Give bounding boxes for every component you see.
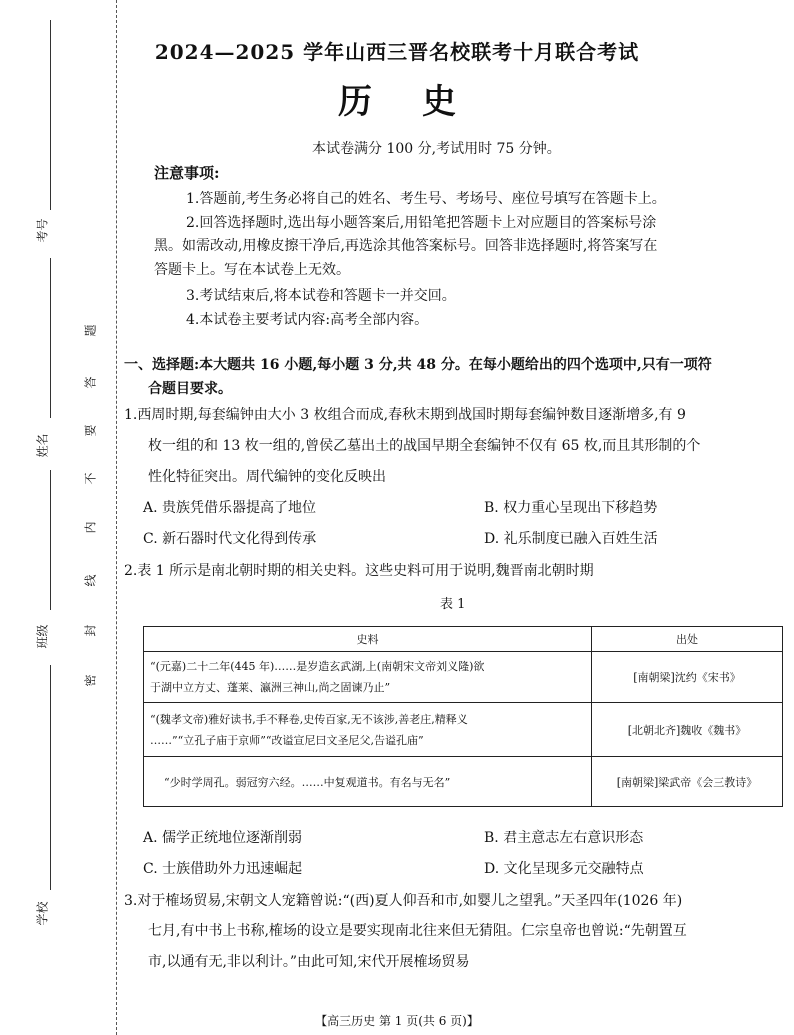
table-cell-source: [北朝北齐]魏收《魏书》 [592,703,783,757]
table-cell-source: [南朝梁]沈约《宋书》 [592,652,783,703]
table-cell-text [144,703,592,757]
table-cell-text [144,652,592,703]
table-header-row [144,627,783,652]
seal-char: 封 [83,624,98,637]
question-3-stem: 七月,有中书上书称,榷场的设立是要实现南北往来但无猜阻。仁宗皇帝也曾说:“先朝置互 [148,923,687,939]
seal-dashed-line [116,0,117,1035]
field-name-label: 姓名 [35,433,50,458]
table-row [144,703,783,757]
notes-line: 3.考试结束后,将本试卷和答题卡一并交回。 [186,288,456,304]
seal-char: 密 [83,674,98,687]
table-text-line: “(魏孝文帝)雅好读书,手不释卷,史传百家,无不该涉,善老庄,精释义 [150,712,468,726]
notes-heading: 注意事项: [154,164,220,182]
binding-line [50,470,51,610]
question-2-option-a[interactable]: A. 儒学正统地位逐渐削弱 [143,830,303,846]
section-heading: 合题目要求。 [148,381,232,397]
question-1-stem: 枚一组的和 13 枚一组的,曾侯乙墓出土的战国早期全套编钟不仅有 65 枚,而且其形制的个 [148,438,701,454]
question-2-stem: 2.表 1 所示是南北朝时期的相关史料。这些史料可用于说明,魏晋南北朝时期 [124,563,594,579]
question-2-option-d[interactable]: D. 文化呈现多元交融特点 [484,861,644,877]
source-table [143,626,783,807]
seal-char: 不 [83,472,98,485]
question-1-option-b[interactable]: B. 权力重心呈现出下移趋势 [484,500,658,516]
table-text-line: “少时学周孔。弱冠穷六经。……中复观道书。有名与无名” [164,775,451,789]
notes-line: 黑。如需改动,用橡皮擦干净后,再选涂其他答案标号。回答非选择题时,将答案写在 [154,238,658,254]
table-title: 表 1 [440,597,466,612]
seal-char: 题 [83,324,98,337]
question-2-option-b[interactable]: B. 君主意志左右意识形态 [484,830,644,846]
question-1-stem: 1.西周时期,每套编钟由大小 3 枚组合而成,春秋末期到战国时期每套编钟数目逐渐增多,有 9 [124,407,686,423]
seal-char: 答 [83,376,98,389]
table-text-line: ……”“立孔子庙于京师”“改谥宣尼曰文圣尼父,告谥孔庙” [150,733,424,747]
question-1-stem: 性化特征突出。周代编钟的变化反映出 [148,469,386,485]
binding-line [50,665,51,890]
notes-line: 答题卡上。写在本试卷上无效。 [154,262,350,278]
question-3-stem: 3.对于榷场贸易,宋朝文人宠籍曾说:“(西)夏人仰吾和市,如婴儿之望乳。”天圣四年(1026 年) [124,893,683,909]
seal-char: 内 [83,521,98,534]
subject-title: 历史 [338,82,506,122]
table-text-line: “(元嘉)二十二年(445 年)……是岁造玄武湖,上(南朝宋文帝刘义隆)欲 [150,660,485,673]
table-header-origin: 出处 [592,627,783,652]
exam-info: 本试卷满分 100 分,考试用时 75 分钟。 [312,141,561,157]
table-text-line: 于湖中立方丈、蓬莱、瀛洲三神山,尚之固谏乃止” [150,681,391,694]
table-cell-source: [南朝梁]梁武帝《会三教诗》 [592,757,783,807]
table-cell-text [144,757,592,807]
question-2-option-c[interactable]: C. 士族借助外力迅速崛起 [143,861,303,877]
table-header-source-text: 史料 [144,627,592,652]
table-row [144,652,783,703]
binding-line [50,258,51,418]
page-footer: 【高三历史 第 1 页(共 6 页)】 [315,1014,479,1028]
field-school-label: 学校 [35,901,50,926]
question-1-option-d[interactable]: D. 礼乐制度已融入百姓生活 [484,531,658,547]
field-class-label: 班级 [35,624,50,649]
field-exam-number-label: 考号 [35,218,50,243]
notes-line: 4.本试卷主要考试内容:高考全部内容。 [186,312,429,328]
section-heading: 一、选择题:本大题共 16 小题,每小题 3 分,共 48 分。在每小题给出的四个选项中,只有一项符 [124,357,712,373]
notes-line: 2.回答选择题时,选出每小题答案后,用铅笔把答题卡上对应题目的答案标号涂 [186,215,657,231]
exam-title: 2024—2025 学年山西三晋名校联考十月联合考试 [154,40,640,64]
question-3-stem: 市,以通有无,非以利计。”由此可知,宋代开展榷场贸易 [148,954,470,970]
question-1-option-c[interactable]: C. 新石器时代文化得到传承 [143,531,317,547]
table-row [144,757,783,807]
notes-line: 1.答题前,考生务必将自己的姓名、考生号、考场号、座位号填写在答题卡上。 [186,191,666,207]
seal-char: 线 [83,574,98,587]
seal-char: 要 [83,424,98,437]
question-1-option-a[interactable]: A. 贵族凭借乐器提高了地位 [143,500,317,516]
